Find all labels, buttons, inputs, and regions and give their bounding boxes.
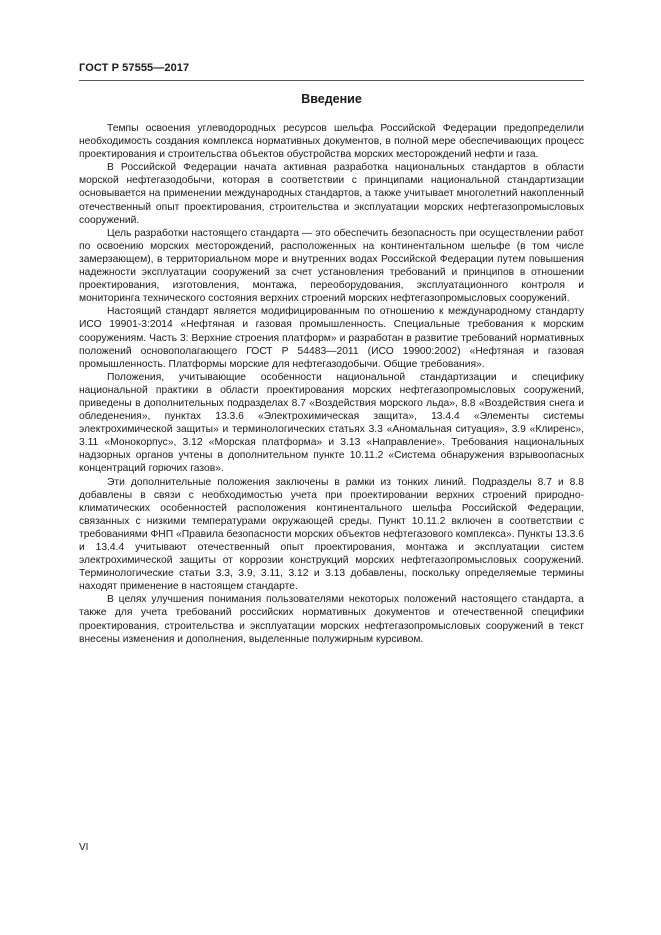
section-title: Введение [301,92,362,106]
paragraph: В целях улучшения понимания пользователями некоторых положений настоящего стандарта, а также для учета требований российских нормативных документов и отечественной специфики проектирования, строительства и эксплуатации морских нефтегазопромысловых сооружений в текст внесены изменения и дополнения, выделенные полужирным курсивом. [79,594,584,645]
page-number: VI [79,842,89,853]
header-divider [79,80,584,81]
paragraph: Темпы освоения углеводородных ресурсов шельфа Российской Федерации предопределили необходимость создания комплекса нормативных документов, в полной мере обеспечивающих процесс проектирования и строительства объектов обустройства морских месторождений нефти и газа. [79,123,584,161]
paragraph: Цель разработки настоящего стандарта — это обеспечить безопасность при осуществлении работ по освоению морских месторождений, расположенных на континентальном шельфе (в том числе замерзающем), в территориальном море и внутренних водах Российской Федерации путем повышения надежности эксплуатации сооружений за счет установления требований и принципов в отношении проектирования, изготовления, монтажа, переоборудования, эксплуатационного контроля и мониторинга технического состояния верхних строений морских нефтегазопромысловых сооружений. [79,227,584,305]
paragraph: Положения, учитывающие особенности национальной стандартизации и специфику национальной практики в области проектирования морских нефтегазопромысловых сооружений, приведены в дополнительных подразделах 8.7 «Воздействия морского льда», 8.8 «Воздействия снега и обледенения», пунктах 13.3.6 «Электрохимическая защита», 13.4.4 «Элементы системы электрохимической защиты» и терминологических статьях 3.3 «Аномальная ситуация», 3.9 «Клиренс», 3.11 «Монокорпус», 3.12 «Морская платформа» и 3.13 «Направление». Требования национальных надзорных органов учтены в дополнительном пункте 10.11.2 «Система обнаружения взрывоопасных концентраций горючих газов». [79,371,584,475]
paragraph: Настоящий стандарт является модифицированным по отношению к международному стандарту ИСО 19901-3:2014 «Нефтяная и газовая промышленность. Специальные требования к морским сооружениям. Часть 3: Верхние строения платформ» и разработан в развитие требований нормативных положений основополагающего ГОСТ Р 54483—2011 (ИСО 19900:2002) «Нефтяная и газовая промышленность. Платформы морские для нефтегазодобычи. Общие требования». [79,306,584,370]
standard-code: ГОСТ Р 57555—2017 [79,62,190,74]
paragraph: Эти дополнительные положения заключены в рамки из тонких линий. Подразделы 8.7 и 8.8 добавлены в связи с необходимостью учета при проектировании верхних строений природно-климатических особенностей расположения континентального шельфа Российской Федерации, связанных с низкими температурами окружающей среды. Пункт 10.11.2 включен в соответствии с требованиями ФНП «Правила безопасности морских объектов нефтегазового комплекса». Пункты 13.3.6 и 13.4.4 учитывают отечественный опыт проектирования, монтажа и эксплуатации систем электрохимической защиты от коррозии конструкций морских нефтегазопромысловых сооружений. Терминологические статьи 3.3, 3.9, 3.11, 3.12 и 3.13 добавлены, поскольку определяемые термины находят применение в настоящем стандарте. [79,476,584,593]
paragraph: В Российской Федерации начата активная разработка национальных стандартов в области морской нефтегазодобычи, которая в соответствии с принципами национальной стандартизации основывается на применении международных стандартов, а также учитывает многолетний накопленный отечественный опыт проектирования, строительства и эксплуатации морских нефтегазопромысловых сооружений. [79,162,584,226]
body-text [79,122,584,646]
